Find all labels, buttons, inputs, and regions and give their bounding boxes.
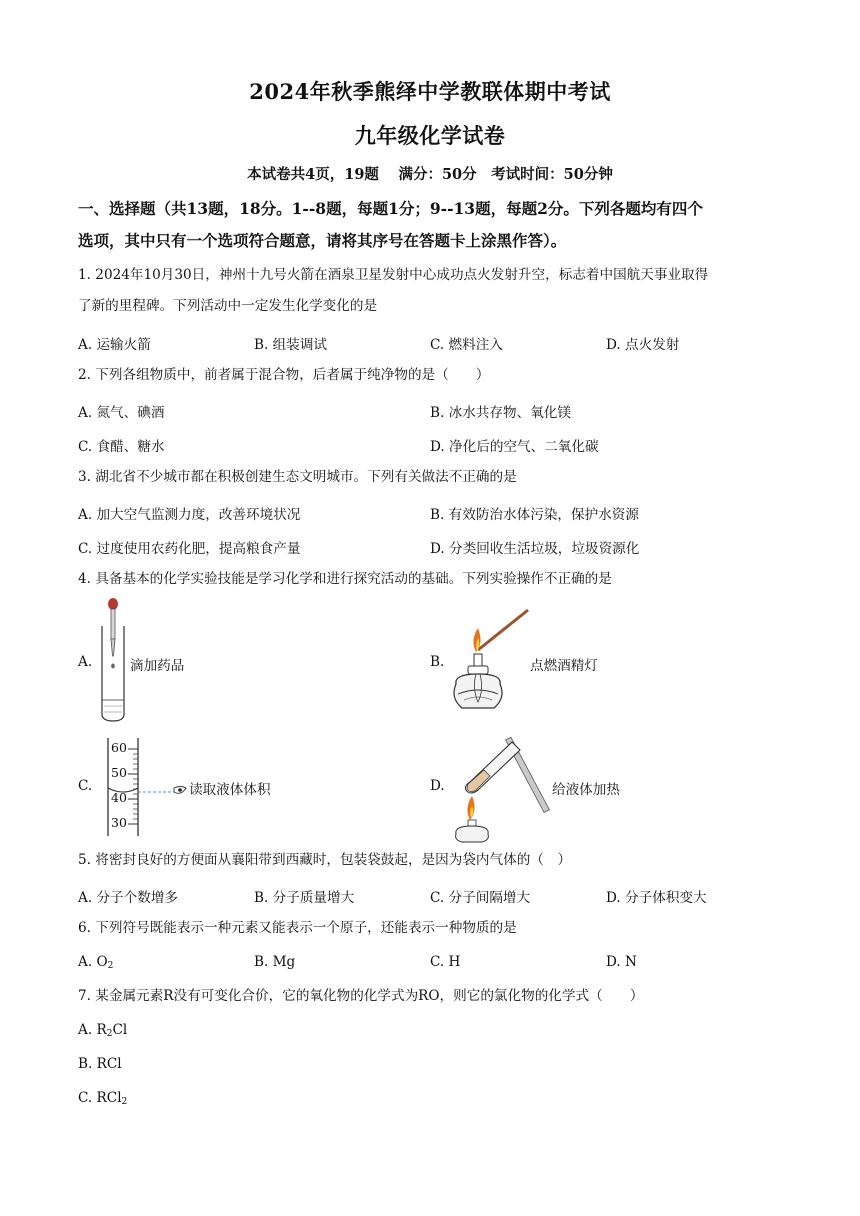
q7-option-c-pre: C. RCl — [78, 1090, 122, 1106]
exam-title: 2024年秋季熊绎中学教联体期中考试 — [249, 79, 611, 104]
exam-info: 本试卷共4页，19题 满分：50分 考试时间：50分钟 — [247, 166, 613, 183]
cylinder-tick-30: 30 — [111, 815, 127, 830]
question-1-stem — [78, 260, 788, 322]
q6-option-a[interactable] — [78, 954, 113, 971]
q5-option-a[interactable]: A. 分子个数增多 — [78, 890, 179, 906]
q4-option-c-letter[interactable]: C. — [78, 778, 93, 794]
q6-option-c[interactable]: C. H — [430, 954, 461, 970]
q7-option-a-subscript: 2 — [106, 1029, 113, 1039]
q3-option-a[interactable]: A. 加大空气监测力度，改善环境状况 — [78, 507, 301, 523]
dropper-tube-icon — [98, 596, 128, 726]
section-heading — [78, 193, 798, 257]
q2-option-d[interactable]: D. 净化后的空气、二氧化碳 — [430, 439, 599, 455]
q7-option-a-pre: A. R — [78, 1022, 107, 1038]
section-heading-line1: 一、选择题（共13题，18分。1--8题，每题1分；9--13题，每题2分。下列各题均有四个 — [78, 199, 703, 218]
q1-option-b[interactable]: B. 组装调试 — [254, 337, 328, 353]
question-4-stem: 4. 具备基本的化学实验技能是学习化学和进行探究活动的基础。下列实验操作不正确的是 — [78, 571, 612, 587]
cylinder-tick-50: 50 — [111, 765, 127, 780]
question-2-stem: 2. 下列各组物质中，前者属于混合物，后者属于纯净物的是（ ） — [78, 367, 490, 383]
q5-option-c[interactable]: C. 分子间隔增大 — [430, 890, 531, 906]
cylinder-tick-60: 60 — [111, 740, 127, 755]
alcohol-lamp-icon — [450, 608, 532, 716]
heating-test-tube-icon — [450, 734, 550, 842]
q4-option-b-letter[interactable]: B. — [430, 654, 445, 670]
q7-option-b[interactable]: B. RCl — [78, 1056, 122, 1072]
question-5-stem: 5. 将密封良好的方便面从襄阳带到西藏时，包装袋鼓起，是因为袋内气体的（ ） — [78, 852, 572, 868]
q6-option-a-subscript: 2 — [107, 961, 114, 971]
cylinder-tick-40: 40 — [111, 790, 127, 805]
question-7-stem: 7. 某金属元素R没有可变化合价，它的氧化物的化学式为RO，则它的氯化物的化学式（ ） — [78, 988, 644, 1004]
q1-option-a[interactable]: A. 运输火箭 — [78, 337, 151, 353]
exam-subtitle: 九年级化学试卷 — [354, 123, 506, 148]
q2-option-b[interactable]: B. 冰水共存物、氧化镁 — [430, 405, 571, 421]
q7-option-a[interactable] — [78, 1022, 127, 1039]
q4-option-a-letter[interactable]: A. — [78, 654, 93, 670]
q4-option-b-label: 点燃酒精灯 — [530, 658, 598, 674]
q6-option-a-text: A. O — [78, 954, 108, 970]
q1-option-d[interactable]: D. 点火发射 — [606, 337, 680, 353]
section-heading-line2: 选项，其中只有一个选项符合题意，请将其序号在答题卡上涂黑作答）。 — [78, 231, 567, 250]
q7-option-c-subscript: 2 — [121, 1097, 128, 1107]
q3-option-c[interactable]: C. 过度使用农药化肥，提高粮食产量 — [78, 541, 301, 557]
q7-option-c[interactable] — [78, 1090, 127, 1107]
q5-option-d[interactable]: D. 分子体积变大 — [606, 890, 707, 906]
q4-option-d-letter[interactable]: D. — [430, 778, 445, 794]
q6-option-b[interactable]: B. Mg — [254, 954, 296, 970]
q6-option-d[interactable]: D. N — [606, 954, 637, 970]
question-6-stem: 6. 下列符号既能表示一种元素又能表示一个原子，还能表示一种物质的是 — [78, 920, 517, 936]
q2-option-a[interactable]: A. 氮气、碘酒 — [78, 405, 165, 421]
q4-option-d-label: 给液体加热 — [552, 782, 620, 798]
question-3-stem: 3. 湖北省不少城市都在积极创建生态文明城市。下列有关做法不正确的是 — [78, 469, 517, 485]
q7-option-a-post: Cl — [112, 1022, 128, 1038]
question-1-line2: 了新的里程碑。下列活动中一定发生化学变化的是 — [78, 298, 378, 314]
q5-option-b[interactable]: B. 分子质量增大 — [254, 890, 355, 906]
q4-option-c-label: 读取液体体积 — [189, 782, 271, 798]
q3-option-d[interactable]: D. 分类回收生活垃圾，垃圾资源化 — [430, 541, 640, 557]
q4-option-a-label: 滴加药品 — [130, 658, 185, 674]
q2-option-c[interactable]: C. 食醋、糖水 — [78, 439, 165, 455]
q3-option-b[interactable]: B. 有效防治水体污染，保护水资源 — [430, 507, 639, 523]
question-1-line1: 1. 2024年10月30日，神州十九号火箭在酒泉卫星发射中心成功点火发射升空，标志着中国航天事业取得 — [78, 267, 709, 283]
q1-option-c[interactable]: C. 燃料注入 — [430, 337, 503, 353]
